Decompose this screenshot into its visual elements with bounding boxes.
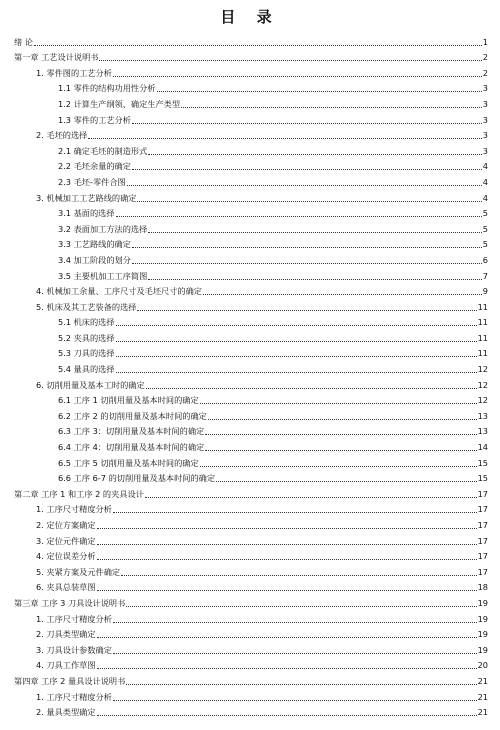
toc-entry[interactable]: [14, 127, 488, 143]
dot-leader: [137, 310, 476, 311]
toc-entry-title: 2. 量具类型确定: [36, 707, 96, 718]
toc-entry[interactable]: [14, 672, 488, 688]
dot-leader: [88, 138, 481, 139]
dot-leader: [116, 341, 477, 342]
toc-entry-title: 绪 论: [14, 36, 33, 47]
toc-entry-title: 5.1 机床的选择: [58, 317, 115, 328]
toc-entry-title: 1. 零件图的工艺分析: [36, 67, 112, 78]
toc-entry-page: 5: [482, 239, 488, 250]
toc-entry[interactable]: [14, 485, 488, 501]
toc-entry[interactable]: [14, 49, 488, 65]
dot-leader: [203, 294, 482, 295]
toc-entry[interactable]: [14, 563, 488, 579]
toc-entry-title: 1.1 零件的结构功用性分析: [58, 83, 156, 94]
dot-leader: [208, 419, 477, 420]
toc-entry-page: 2: [482, 52, 488, 63]
dot-leader: [205, 434, 476, 435]
toc-entry-title: 4. 定位误差分析: [36, 551, 96, 562]
toc-entry-page: 17: [477, 488, 488, 499]
dot-leader: [99, 60, 481, 61]
toc-entry-title: 3.1 基面的选择: [58, 208, 115, 219]
toc-entry-page: 2: [482, 67, 488, 78]
toc-entry-page: 21: [477, 707, 488, 718]
dot-leader: [200, 403, 477, 404]
toc-entry-page: 11: [477, 348, 488, 359]
toc-entry[interactable]: [14, 532, 488, 548]
dot-leader: [126, 684, 476, 685]
toc-entry[interactable]: [14, 173, 488, 189]
toc-entry-page: 4: [482, 176, 488, 187]
toc-entry-page: 3: [482, 98, 488, 109]
toc-entry-page: 6: [482, 254, 488, 265]
toc-entry[interactable]: [14, 158, 488, 174]
toc-entry-page: 19: [477, 629, 488, 640]
dot-leader: [113, 512, 477, 513]
toc-entry-title: 第一章 工艺设计说明书: [14, 52, 99, 63]
dot-leader: [113, 653, 477, 654]
dot-leader: [148, 232, 481, 233]
toc-entry[interactable]: [14, 438, 488, 454]
toc-entry[interactable]: [14, 189, 488, 205]
dot-leader: [157, 91, 482, 92]
toc-entry-page: 17: [477, 520, 488, 530]
toc-entry-page: 11: [477, 301, 488, 312]
dot-leader: [116, 325, 477, 326]
toc-entry[interactable]: [14, 501, 488, 517]
dot-leader: [181, 107, 482, 108]
toc-entry-title: 3. 机械加工工艺路线的确定: [36, 192, 137, 203]
dot-leader: [132, 247, 482, 248]
dot-leader: [216, 481, 477, 482]
dot-leader: [97, 637, 477, 638]
toc-entry[interactable]: [14, 516, 488, 532]
toc-entry[interactable]: [14, 236, 488, 252]
toc-entry-page: 19: [477, 597, 488, 608]
toc-entry[interactable]: [14, 657, 488, 673]
toc-entry-title: 6.3 工序 3：切削用量及基本时间的确定: [58, 426, 205, 437]
toc-entry-title: 第三章 工序 3 刀具设计说明书: [14, 597, 126, 608]
dot-leader: [145, 497, 477, 498]
toc-entry[interactable]: [14, 360, 488, 376]
dot-leader: [113, 700, 477, 701]
dot-leader: [132, 263, 482, 264]
toc-entry-title: 6. 切削用量及基本工时的确定: [36, 379, 145, 390]
toc-entry[interactable]: [14, 111, 488, 127]
toc-entry-page: 13: [477, 410, 488, 421]
toc-entry-title: 6.5 工序 5 切削用量及基本时间的确定: [58, 457, 199, 468]
dot-leader: [116, 216, 482, 217]
dot-leader: [97, 544, 477, 545]
dot-leader: [148, 154, 481, 155]
dot-leader: [116, 356, 477, 357]
toc-entry-title: 3.4 加工阶段的划分: [58, 254, 131, 265]
toc-entry[interactable]: [14, 283, 488, 299]
dot-leader: [126, 606, 476, 607]
toc-entry-title: 第二章 工序 1 和工序 2 的夹具设计: [14, 488, 144, 499]
toc-entry[interactable]: [14, 594, 488, 610]
toc-entry-page: 12: [477, 395, 488, 406]
toc-entry-title: 1. 工序尺寸精度分析: [36, 504, 112, 515]
toc-entry-title: 6.6 工序 6-7 的切削用量及基本时间的确定: [58, 473, 216, 484]
dot-leader: [148, 279, 481, 280]
toc-entry[interactable]: [14, 704, 488, 720]
dot-leader: [200, 466, 477, 467]
dot-leader: [116, 372, 477, 373]
dot-leader: [205, 450, 476, 451]
toc-entry-title: 5.3 刀具的选择: [58, 348, 115, 359]
dot-leader: [137, 201, 481, 202]
toc-entry[interactable]: [14, 470, 488, 486]
toc-entry[interactable]: [14, 641, 488, 657]
toc-entry[interactable]: [14, 298, 488, 314]
dot-leader: [121, 575, 476, 576]
dot-leader: [127, 185, 482, 186]
toc-entry[interactable]: [14, 314, 488, 330]
toc-entry-title: 2.3 毛坯-零件合图: [58, 176, 126, 187]
toc-entry-title: 1. 工序尺寸精度分析: [36, 691, 112, 702]
dot-leader: [113, 76, 482, 77]
toc-entry-page: 9: [482, 286, 488, 297]
toc-entry[interactable]: [14, 33, 488, 49]
toc-entry-title: 4. 机械加工余量、工序尺寸及毛坯尺寸的确定: [36, 286, 202, 297]
toc-entry[interactable]: [14, 626, 488, 642]
toc-entry-page: 12: [477, 379, 488, 390]
dot-leader: [132, 123, 482, 124]
toc-entry-page: 11: [477, 332, 488, 343]
toc-entry[interactable]: [14, 454, 488, 470]
toc-entry-page: 15: [477, 457, 488, 468]
toc-entry-title: 2. 定位方案确定: [36, 520, 96, 530]
toc-entry[interactable]: [14, 80, 488, 96]
table-of-contents: [14, 33, 488, 719]
dot-leader: [34, 45, 482, 46]
dot-leader: [97, 528, 477, 529]
toc-entry-page: 3: [482, 83, 488, 94]
toc-entry[interactable]: [14, 142, 488, 158]
toc-entry-page: 20: [477, 660, 488, 671]
toc-entry-page: 3: [482, 114, 488, 125]
toc-entry-page: 3: [482, 145, 488, 156]
toc-entry[interactable]: [14, 392, 488, 408]
dot-leader: [113, 622, 477, 623]
toc-entry-title: 5. 机床及其工艺装备的选择: [36, 301, 137, 312]
page-title: 目 录: [220, 8, 280, 26]
toc-entry[interactable]: [14, 205, 488, 221]
toc-entry-page: 21: [477, 691, 488, 702]
toc-entry-page: 11: [477, 317, 488, 328]
toc-entry-title: 3.5 主要机加工工序简图: [58, 270, 148, 281]
toc-entry[interactable]: [14, 407, 488, 423]
toc-entry[interactable]: [14, 579, 488, 595]
toc-entry-title: 1.2 计算生产纲领、确定生产类型: [58, 98, 181, 109]
toc-entry-title: 5. 夹紧方案及元件确定: [36, 566, 121, 577]
toc-entry[interactable]: [14, 423, 488, 439]
toc-entry-title: 2. 刀具类型确定: [36, 629, 96, 640]
toc-entry-title: 6. 夹具总装草图: [36, 582, 96, 593]
toc-entry-page: 12: [477, 364, 488, 375]
toc-entry-title: 3. 定位元件确定: [36, 535, 96, 546]
toc-entry-page: 7: [482, 270, 488, 281]
toc-entry-title: 5.4 量具的选择: [58, 364, 115, 375]
toc-entry-title: 5.2 夹具的选择: [58, 332, 115, 343]
toc-entry[interactable]: [14, 329, 488, 345]
toc-entry-page: 5: [482, 208, 488, 219]
toc-entry-page: 19: [477, 644, 488, 655]
toc-entry-page: 4: [482, 192, 488, 203]
dot-leader: [146, 388, 477, 389]
toc-entry-page: 19: [477, 613, 488, 624]
toc-entry[interactable]: [14, 688, 488, 704]
toc-entry-page: 17: [477, 535, 488, 546]
toc-entry-title: 4. 刀具工作草图: [36, 660, 96, 671]
toc-entry-title: 3. 刀具设计参数确定: [36, 644, 112, 655]
toc-entry-title: 6.2 工序 2 的切削用量及基本时间的确定: [58, 410, 207, 421]
toc-entry-title: 第四章 工序 2 量具设计说明书: [14, 675, 126, 686]
dot-leader: [97, 715, 477, 716]
toc-entry-page: 14: [477, 442, 488, 453]
toc-entry-page: 13: [477, 426, 488, 437]
toc-entry-page: 17: [477, 551, 488, 562]
toc-entry[interactable]: [14, 95, 488, 111]
toc-entry-page: 21: [477, 675, 488, 686]
dot-leader: [97, 559, 477, 560]
toc-entry-page: 3: [482, 130, 488, 141]
toc-entry-title: 2.2 毛坯余量的确定: [58, 161, 131, 172]
toc-entry-title: 1. 工序尺寸精度分析: [36, 613, 112, 624]
toc-entry-page: 4: [482, 161, 488, 172]
toc-entry[interactable]: [14, 548, 488, 564]
toc-entry-page: 5: [482, 223, 488, 234]
toc-entry-title: 2.1 确定毛坯的制造形式: [58, 145, 148, 156]
toc-entry[interactable]: [14, 610, 488, 626]
toc-entry[interactable]: [14, 64, 488, 80]
toc-entry-page: 17: [477, 504, 488, 515]
dot-leader: [97, 590, 477, 591]
toc-entry-page: 18: [477, 582, 488, 593]
toc-entry-title: 2. 毛坯的选择: [36, 130, 88, 141]
toc-entry-title: 6.1 工序 1 切削用量及基本时间的确定: [58, 395, 199, 406]
toc-entry-page: 1: [482, 36, 488, 47]
dot-leader: [97, 668, 477, 669]
toc-entry-title: 1.3 零件的工艺分析: [58, 114, 131, 125]
toc-entry-page: 17: [477, 566, 488, 577]
toc-entry[interactable]: [14, 220, 488, 236]
toc-entry[interactable]: [14, 345, 488, 361]
toc-entry-title: 3.3 工艺路线的确定: [58, 239, 131, 250]
toc-entry-title: 3.2 表面加工方法的选择: [58, 223, 148, 234]
toc-entry[interactable]: [14, 251, 488, 267]
toc-entry[interactable]: [14, 267, 488, 283]
toc-entry[interactable]: [14, 376, 488, 392]
toc-entry-title: 6.4 工序 4：切削用量及基本时间的确定: [58, 442, 205, 453]
toc-entry-page: 15: [477, 473, 488, 484]
dot-leader: [132, 169, 482, 170]
